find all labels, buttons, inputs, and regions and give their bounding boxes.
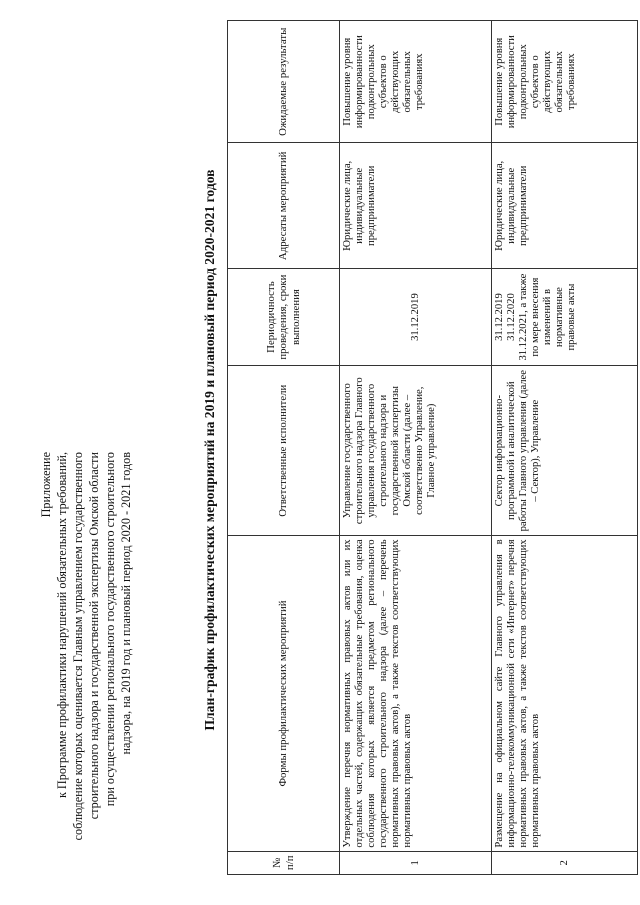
appendix-note bbox=[38, 452, 134, 882]
row-results: Повышение уровня информированности подконтрольных субъектов о действующих обязательных требованиях bbox=[492, 21, 638, 144]
header-executor: Ответственные исполнители bbox=[228, 366, 340, 536]
row-period: 31.12.2019 bbox=[340, 269, 492, 366]
table-row bbox=[492, 21, 638, 875]
header-period: Периодичность проведения, сроки выполнения bbox=[228, 269, 340, 366]
header-num: № п/п bbox=[228, 851, 340, 874]
appendix-line: к Программе профилактики нарушений обязательных требований, bbox=[55, 452, 69, 799]
row-form: Размещение на официальном сайте Главного управления в информационно-телекоммуникационной сети «Интернет» перечня нормативных правовых актов, а также текстов соответствующих нормативных правовых актов bbox=[492, 536, 638, 851]
header-form: Формы профилактических мероприятий bbox=[228, 536, 340, 851]
appendix-heading: Приложение bbox=[39, 452, 53, 518]
row-number: 1 bbox=[340, 851, 492, 874]
row-executor: Сектор информационно-программной и аналитической работы Главного управления (далее – Сектор), Управление bbox=[492, 366, 638, 536]
table-header-row bbox=[228, 21, 340, 875]
appendix-line: надзора, на 2019 год и плановый период 2020 - 2021 годов bbox=[119, 452, 133, 755]
appendix-line: соблюдение которых оценивается Главным управлением государственного bbox=[71, 452, 85, 841]
row-addressees: Юридические лица, индивидуальные предприниматели bbox=[492, 143, 638, 269]
header-addressees: Адресаты мероприятий bbox=[228, 143, 340, 269]
row-period bbox=[492, 269, 638, 366]
document-title: План-график профилактических мероприятий на 2019 и плановый период 2020-2021 годов bbox=[202, 169, 217, 731]
row-form: Утверждение перечня нормативных правовых актов или их отдельных частей, содержащих обязательные требования, оценка соблюдения которых является предметом регионального государственного строительного надзора (далее – перечень нормативных правовых актов), а также текстов соответствующих нормативных правовых актов bbox=[340, 536, 492, 851]
table-row bbox=[340, 21, 492, 875]
header-results: Ожидаемые результаты bbox=[228, 21, 340, 144]
row-addressees: Юридические лица, индивидуальные предприниматели bbox=[340, 143, 492, 269]
period-line: 31.12.2019 bbox=[494, 293, 505, 341]
appendix-line: при осуществлении регионального государственного строительного bbox=[103, 452, 117, 807]
row-number: 2 bbox=[492, 851, 638, 874]
measures-table bbox=[227, 20, 638, 875]
appendix-line: строительного надзора и государственной экспертизы Омской области bbox=[87, 452, 101, 820]
row-results: Повышение уровня информированности подконтрольных субъектов о действующих обязательных требованиях bbox=[340, 21, 492, 144]
row-executor: Управление государственного строительного надзора Главного управления государственного строительного надзора и государственной экспертизы Омской области (далее – соответственно Управление, Главное управление) bbox=[340, 366, 492, 536]
period-line: 31.12.2021, а также по мере внесения изменений в нормативные правовые акты bbox=[518, 273, 577, 361]
period-line: 31.12.2020 bbox=[506, 293, 517, 341]
